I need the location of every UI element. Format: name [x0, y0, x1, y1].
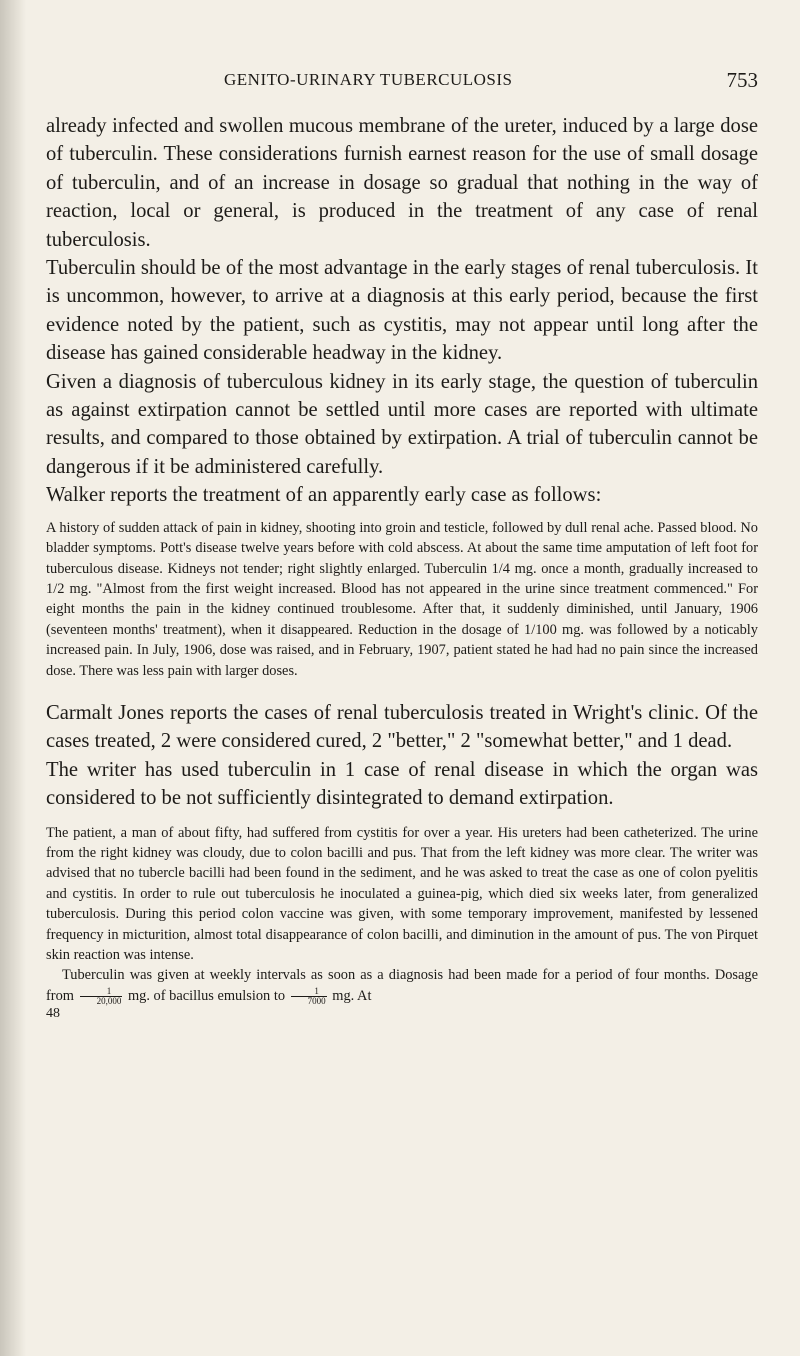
- paragraph: Tuberculin should be of the most advantage in the early stages of renal tuberculosis. It is uncommon, however, to arrive at a diagnosis at this early period, because the first evidence noted by the patient, such as cystitis, may not appear until long after the disease has gained considerable headway in the kidney.: [46, 257, 758, 365]
- signature-mark: 48: [46, 1006, 60, 1022]
- book-binding-shadow: [0, 0, 26, 1356]
- dosage-fraction: [80, 987, 123, 1006]
- book-page: [46, 70, 758, 1022]
- paragraph: Given a diagnosis of tuberculous kidney in its early stage, the question of tuberculin as against extirpation cannot be settled until more cases are reported with ultimate results, and compared to those obtained by extirpation. A trial of tuberculin cannot be dangerous if it be administered carefully.: [46, 370, 758, 478]
- paragraph: Walker reports the treatment of an apparently early case as follows:: [46, 484, 602, 507]
- case-extract-walker: [46, 518, 758, 681]
- running-head: GENITO-URINARY TUBERCULOSIS: [224, 70, 513, 89]
- paragraph: Carmalt Jones reports the cases of renal tuberculosis treated in Wright's clinic. Of the cases treated, 2 were considered cured, 2 "better," 2 "somewhat better," and 1 dead.: [46, 701, 758, 753]
- page-number: 753: [726, 68, 758, 92]
- fraction-numerator: 1: [291, 987, 327, 997]
- paragraph: already infected and swollen mucous membrane of the ureter, induced by a large dose of tuberculin. These considerations furnish earnest reason for the use of small dosage of tuberculin, and of an increase in dosage so gradual that nothing in the way of reaction, local or general, is produced in the treatment of any case of renal tuberculosis.: [46, 115, 758, 251]
- body-text-section-1: [46, 112, 758, 510]
- extract-text: mg. At: [332, 987, 372, 1004]
- extract-paragraph: A history of sudden attack of pain in kidney, shooting into groin and testicle, followed by dull renal ache. Passed blood. No bladder symptoms. Pott's disease twelve years before with cold abscess. At about the same time amputation of left foot for tuberculous disease. Kidneys not tender; right slightly enlarged. Tuberculin 1/4 mg. once a month, gradually increased to 1/2 mg. "Almost from the first weight increased. Blood has not appeared in the urine since treatment commenced." For eight months the pain in the kidney continued troublesome. After that, it suddenly diminished, until January, 1906 (seventeen months' treatment), when it disappeared. Reduction in the dosage of 1/100 mg. was followed by a noticably increased pain. In July, 1906, dose was raised, and in February, 1907, patient stated he had had no pain since the increased dose. There was less pain with larger doses.: [46, 519, 758, 679]
- extract-paragraph: [46, 965, 758, 1006]
- fraction-denominator: 7000: [307, 996, 326, 1006]
- fraction-numerator: 1: [80, 987, 123, 997]
- page-header: [46, 70, 758, 104]
- extract-text: mg. of bacillus emulsion to: [127, 987, 286, 1004]
- dosage-fraction: [291, 987, 327, 1006]
- case-extract-writer: [46, 823, 758, 1007]
- paragraph: The writer has used tuberculin in 1 case of renal disease in which the organ was considered to be not sufficiently disintegrated to demand extirpation.: [46, 758, 758, 810]
- extract-paragraph: The patient, a man of about fifty, had suffered from cystitis for over a year. His ureters had been catheterized. The urine from the right kidney was cloudy, due to colon bacilli and pus. That from the left kidney was more clear. The writer was advised that no tubercle bacilli had been found in the sediment, and he was asked to treat the case as one of colon pyelitis and cystitis. In order to rule out tuberculosis he inoculated a guinea-pig, which died six weeks later, from generalized tuberculosis. During this period colon vaccine was given, with some temporary improvement, manifested by lessened frequency in micturition, almost total disappearance of colon bacilli, and diminution in the amount of pus. The von Pirquet skin reaction was intense.: [46, 824, 758, 963]
- fraction-denominator: 20,000: [96, 996, 122, 1006]
- extract-text: Tuberculin was given at weekly intervals as soon as a diagnosis had been made for a period of four months. Dosage from: [46, 967, 758, 1004]
- body-text-section-2: [46, 699, 758, 813]
